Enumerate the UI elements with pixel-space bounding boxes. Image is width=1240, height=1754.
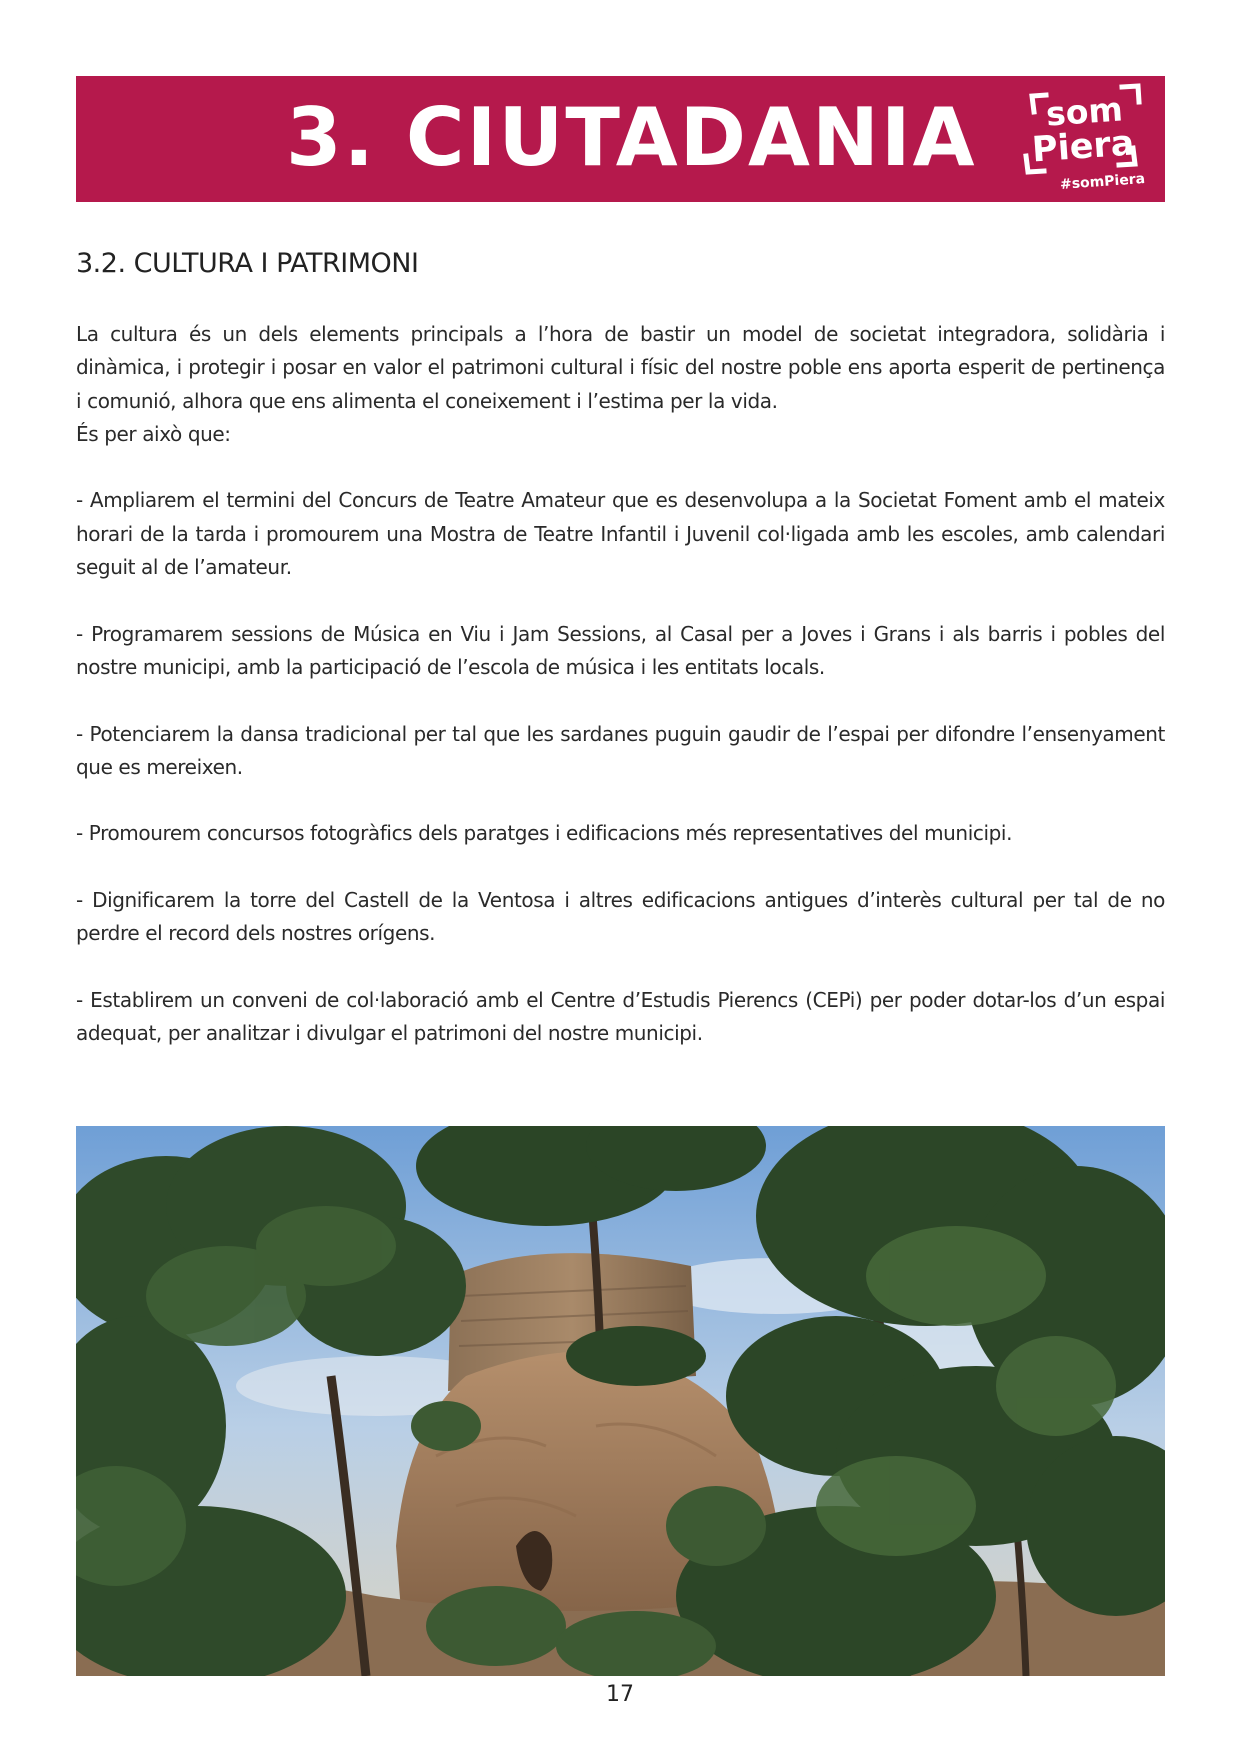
list-item: - Dignificarem la torre del Castell de la Ventosa i altres edificacions antigues d’interès cultural per tal de no perdre el record dels nostres orígens. (76, 888, 1165, 946)
list-item: - Programarem sessions de Música en Viu i Jam Sessions, al Casal per a Joves i Grans i als barris i pobles del nostre municipi, amb la participació de l’escola de música i les entitats locals. (76, 621, 1165, 679)
logo-word-som: som (1044, 89, 1124, 134)
logo-hashtag: #somPiera (1059, 171, 1146, 193)
section-heading: 3.2. CULTURA I PATRIMONI (76, 248, 419, 279)
header-banner (76, 76, 1165, 202)
section-body (76, 318, 1165, 1051)
list-item: - Ampliarem el termini del Concurs de Teatre Amateur que es desenvolupa a la Societat Foment amb el mateix horari de la tarda i promourem una Mostra de Teatre Infantil i Juvenil col·ligada amb les escoles, amb calendari seguit al de l’amateur. (76, 488, 1165, 580)
chapter-title: 3. CIUTADANIA (286, 91, 977, 184)
lead-paragraph: És per això que: (76, 421, 231, 446)
som-piera-logo (1012, 82, 1152, 198)
list-item: - Establirem un conveni de col·laboració amb el Centre d’Estudis Pierencs (CEPi) per poder dotar-los d’un espai adequat, per analitzar i divulgar el patrimoni del nostre municipi. (76, 987, 1165, 1046)
castle-tower-photo (76, 1126, 1165, 1676)
page-number: 17 (606, 1682, 634, 1707)
logo-word-piera: Piera (1030, 123, 1136, 171)
castle-landscape-illustration (76, 1126, 1165, 1676)
list-item: - Potenciarem la dansa tradicional per tal que les sardanes puguin gaudir de l’espai per difondre l’ensenyament que es mereixen. (76, 721, 1165, 779)
intro-paragraph: La cultura és un dels elements principals a l’hora de bastir un model de societat integradora, solidària i dinàmica, i protegir i posar en valor el patrimoni cultural i físic del nostre poble ens aporta esperit de pertinença i comunió, alhora que ens alimenta el coneixement i l’estima per la vida. (76, 322, 1165, 413)
list-item: - Promourem concursos fotogràfics dels paratges i edificacions més representatives del municipi. (76, 821, 1013, 846)
